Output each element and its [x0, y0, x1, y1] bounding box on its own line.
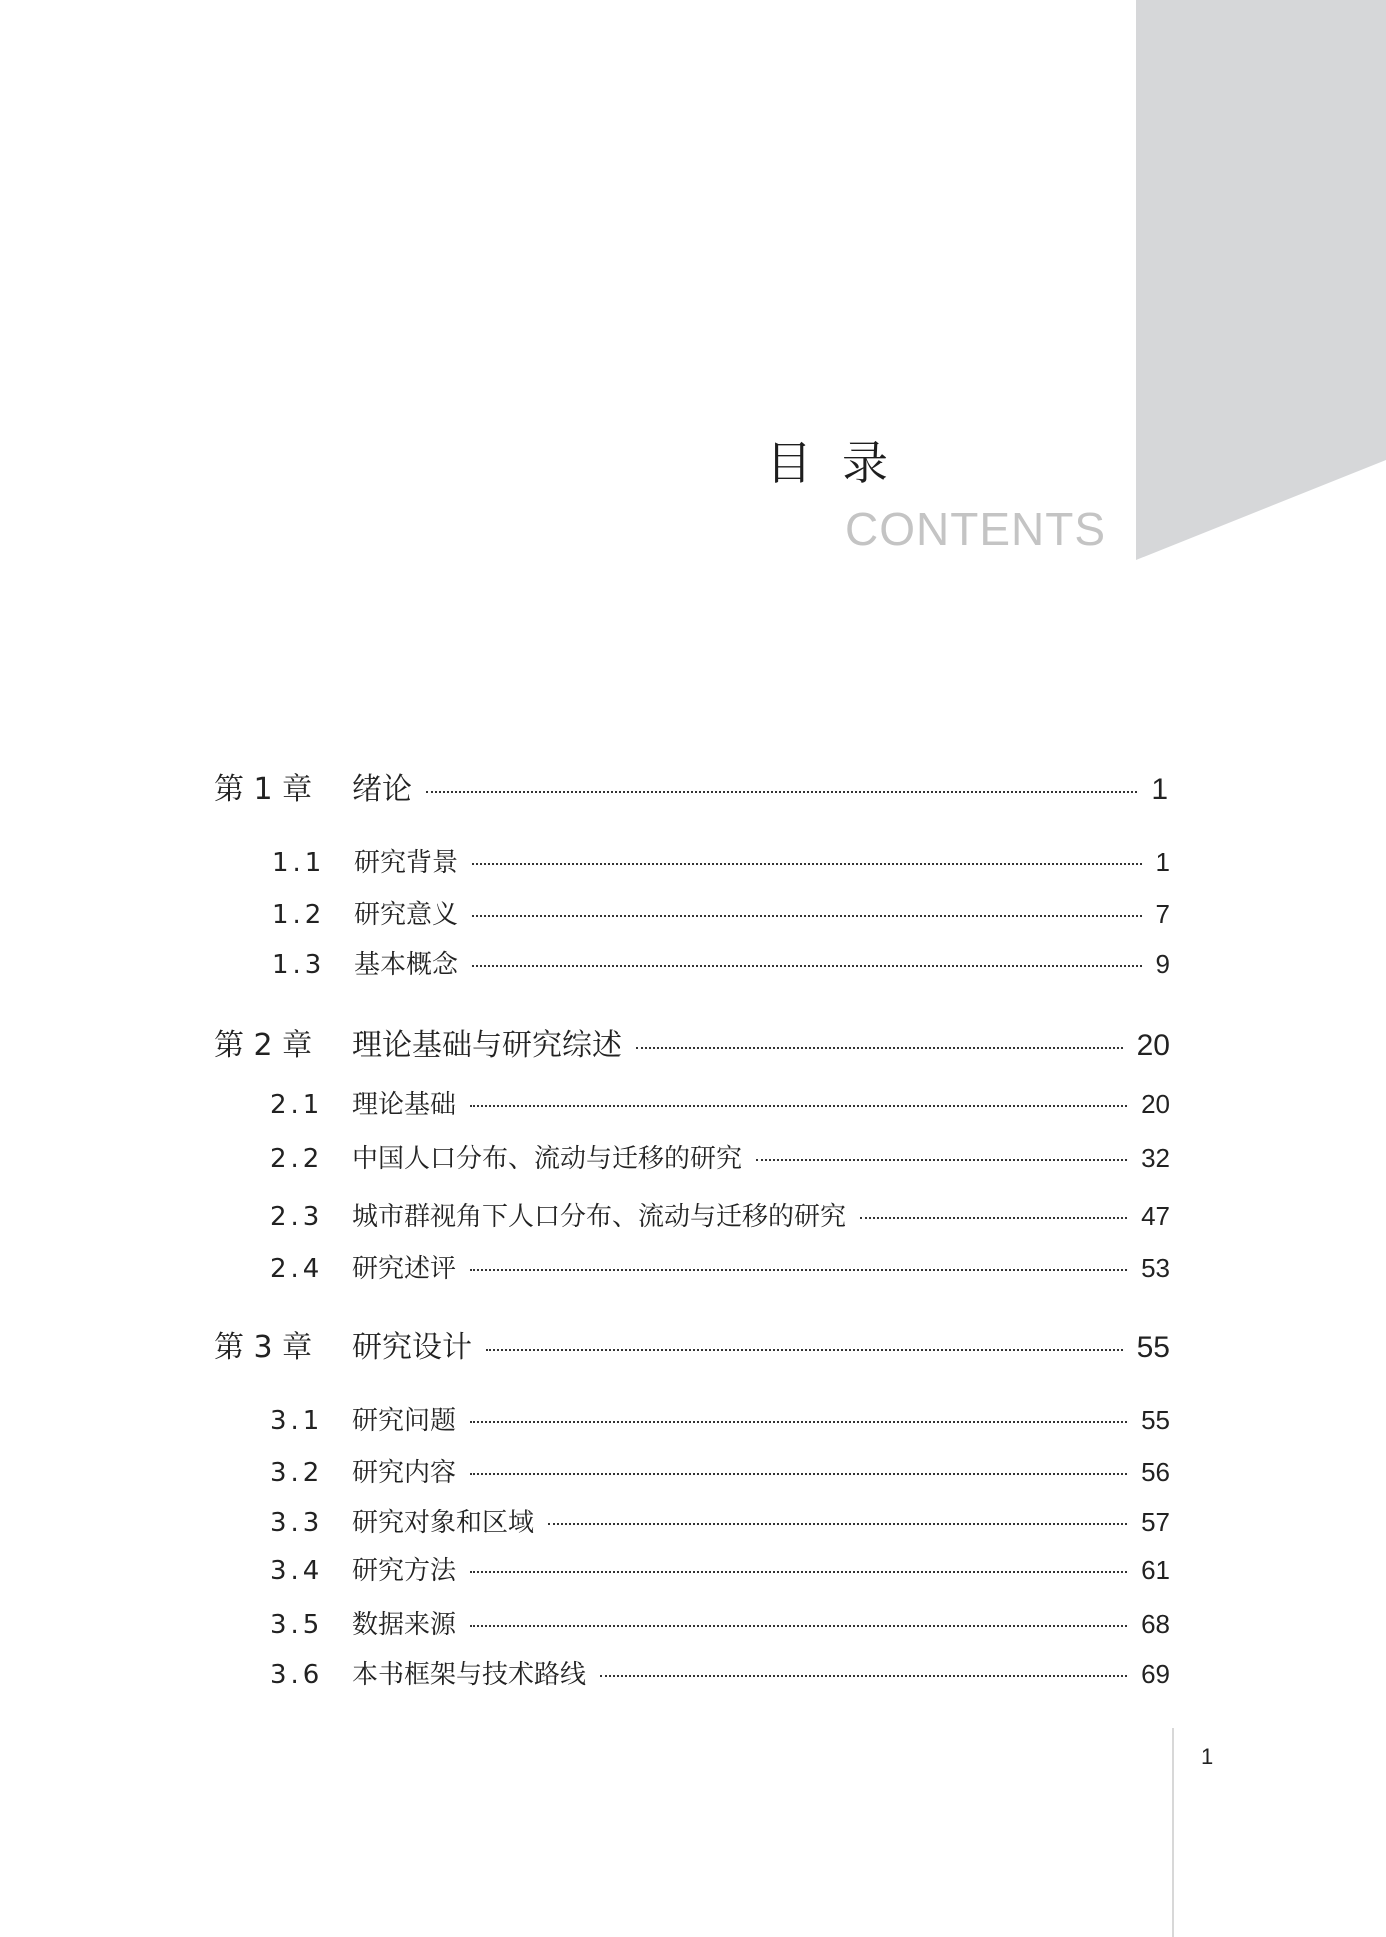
toc-entry-title: 绪论 — [352, 772, 412, 807]
toc-entry-page: 20 — [1141, 1089, 1170, 1119]
toc-leader-dots — [860, 1217, 1127, 1219]
toc-entry-number: 3.4 — [270, 1556, 324, 1586]
toc-entry-title: 城市群视角下人口分布、流动与迁移的研究 — [352, 1202, 847, 1232]
toc-entry-number: 3.2 — [270, 1458, 324, 1488]
toc-entry-page: 47 — [1141, 1201, 1170, 1231]
toc-entry-number: 3.6 — [270, 1660, 324, 1690]
toc-leader-dots — [548, 1523, 1127, 1525]
toc-entry-number: 2.2 — [270, 1144, 324, 1174]
toc-entry-title: 研究内容 — [352, 1458, 457, 1488]
toc-leader-dots — [472, 965, 1142, 967]
toc-entry-title: 研究意义 — [354, 900, 459, 930]
toc-leader-dots — [470, 1571, 1127, 1573]
toc-entry-page: 55 — [1136, 1331, 1170, 1364]
contents-title-zh: 目录 — [766, 436, 918, 490]
toc-entry-page: 20 — [1136, 1029, 1170, 1062]
toc-entry-number: 2.4 — [270, 1254, 324, 1284]
toc-entry-page: 53 — [1141, 1253, 1170, 1283]
toc-entry-page: 32 — [1141, 1143, 1170, 1173]
toc-entry-title: 本书框架与技术路线 — [352, 1660, 587, 1690]
toc-section-3-1[interactable] — [270, 1400, 1170, 1437]
toc-leader-dots — [636, 1047, 1123, 1049]
toc-entry-number: 1.1 — [272, 848, 326, 878]
toc-section-3-6[interactable] — [270, 1654, 1170, 1691]
toc-section-1-1[interactable] — [272, 842, 1170, 879]
toc-entry-page: 57 — [1141, 1507, 1170, 1537]
toc-entry-page: 9 — [1155, 949, 1170, 979]
toc-entry-title: 基本概念 — [354, 950, 459, 980]
toc-chapter-3[interactable] — [214, 1322, 1170, 1366]
toc-entry-title: 研究设计 — [352, 1330, 472, 1365]
page-number: 1 — [1201, 1744, 1214, 1769]
toc-entry-title: 研究背景 — [354, 848, 459, 878]
toc-section-2-1[interactable] — [270, 1084, 1170, 1121]
toc-section-2-4[interactable] — [270, 1248, 1170, 1285]
toc-chapter-1[interactable] — [214, 764, 1168, 808]
toc-leader-dots — [470, 1473, 1127, 1475]
toc-section-1-3[interactable] — [272, 944, 1170, 981]
toc-section-3-5[interactable] — [270, 1604, 1170, 1641]
toc-entry-title: 研究对象和区域 — [352, 1508, 535, 1538]
toc-entry-title: 理论基础 — [352, 1090, 457, 1120]
toc-entry-number: 2.3 — [270, 1202, 324, 1232]
toc-entry-title: 中国人口分布、流动与迁移的研究 — [352, 1144, 743, 1174]
toc-entry-page: 1 — [1155, 847, 1170, 877]
toc-entry-page: 1 — [1151, 773, 1168, 806]
toc-entry-title: 数据来源 — [352, 1610, 457, 1640]
toc-entry-number: 1.3 — [272, 950, 326, 980]
toc-entry-number: 3.1 — [270, 1406, 324, 1436]
toc-section-1-2[interactable] — [272, 894, 1170, 931]
toc-entry-number: 第 2 章 — [214, 1028, 313, 1063]
toc-entry-page: 69 — [1141, 1659, 1170, 1689]
toc-entry-page: 56 — [1141, 1457, 1170, 1487]
toc-entry-number: 1.2 — [272, 900, 326, 930]
toc-leader-dots — [756, 1159, 1127, 1161]
toc-section-3-3[interactable] — [270, 1502, 1170, 1539]
toc-entry-title: 研究方法 — [352, 1556, 457, 1586]
toc-entry-number: 3.3 — [270, 1508, 324, 1538]
toc-section-3-4[interactable] — [270, 1550, 1170, 1587]
toc-leader-dots — [470, 1625, 1127, 1627]
contents-title-en: CONTENTS — [845, 503, 1106, 555]
toc-entry-page: 68 — [1141, 1609, 1170, 1639]
toc-entry-page: 7 — [1155, 899, 1170, 929]
toc-section-2-2[interactable] — [270, 1138, 1170, 1175]
toc-entry-title: 理论基础与研究综述 — [352, 1028, 622, 1063]
toc-chapter-2[interactable] — [214, 1020, 1170, 1064]
toc-leader-dots — [426, 791, 1137, 793]
toc-leader-dots — [470, 1105, 1127, 1107]
toc-entry-title: 研究问题 — [352, 1406, 457, 1436]
toc-entry-number: 2.1 — [270, 1090, 324, 1120]
toc-entry-number: 第 3 章 — [214, 1330, 313, 1365]
toc-leader-dots — [470, 1269, 1127, 1271]
toc-section-2-3[interactable] — [270, 1196, 1170, 1233]
toc-leader-dots — [470, 1421, 1127, 1423]
toc-entry-number: 第 1 章 — [214, 772, 313, 807]
footer-divider — [1172, 1728, 1174, 1937]
toc-entry-title: 研究述评 — [352, 1254, 457, 1284]
toc-leader-dots — [472, 915, 1142, 917]
toc-entry-page: 55 — [1141, 1405, 1170, 1435]
toc-leader-dots — [486, 1349, 1123, 1351]
toc-leader-dots — [472, 863, 1142, 865]
toc-entry-number: 3.5 — [270, 1610, 324, 1640]
toc-section-3-2[interactable] — [270, 1452, 1170, 1489]
toc-entry-page: 61 — [1141, 1555, 1170, 1585]
toc-leader-dots — [600, 1675, 1127, 1677]
